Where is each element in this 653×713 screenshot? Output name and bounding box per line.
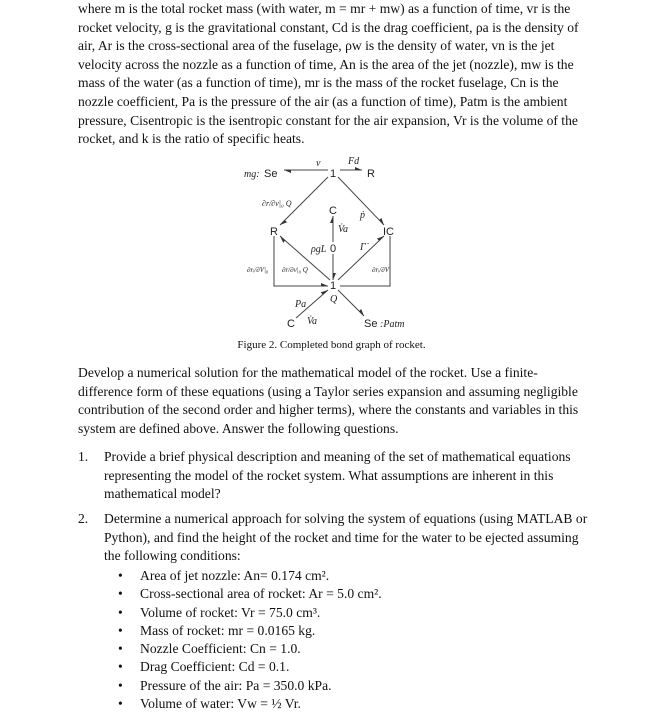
text-line: Determine a numerical approach for solving the system of equations (using MATLAB or — [104, 511, 588, 526]
c-top-node: C — [329, 205, 337, 217]
condition-text: Area of jet nozzle: An= 0.174 cm². — [140, 568, 330, 583]
v-label: v — [316, 158, 321, 169]
c-bottom-node: C — [287, 318, 295, 330]
bond-graph-figure — [0, 0, 653, 340]
text-line: mathematical model? — [104, 486, 221, 502]
r-left-node: R — [270, 226, 278, 238]
dr-q-top-label: ∂r/∂v|₀ Q — [262, 199, 292, 208]
text-line: rocket velocity, g is the gravitational constant, Cd is the drag coefficient, ρa is the density of — [78, 19, 579, 35]
text-line: Provide a brief physical description and meaning of the set of mathematical equations — [104, 449, 571, 464]
condition-text: Volume of water: Vw = ½ Vr. — [140, 696, 301, 712]
text-line: mass of the water (as a function of time), mr is the mass of the rocket fuselage, Cn is the — [78, 75, 559, 91]
condition-text: Drag Coefficient: Cd = 0.1. — [140, 659, 290, 675]
list-item — [118, 640, 382, 658]
bullet: • — [118, 586, 123, 602]
text-line: Develop a numerical solution for the mathematical model of the rocket. Use a finite- — [78, 365, 538, 380]
dr-right-label: ∂rᵢ/∂V — [372, 266, 389, 274]
condition-text: Pressure of the air: Pa = 350.0 kPa. — [140, 677, 332, 693]
ic-node: IC — [383, 226, 394, 238]
fd-label: Fd — [348, 156, 360, 167]
text-line: representing the model of the rocket system. What assumptions are inherent in this — [104, 467, 554, 483]
list-item — [118, 567, 382, 585]
q-label: Q — [330, 294, 338, 305]
condition-text: Mass of rocket: mr = 0.0165 kg. — [140, 622, 316, 638]
zero-junction: 0 — [330, 243, 337, 255]
question-number: 1. — [78, 449, 89, 464]
rho-gl-label: ρgL — [311, 244, 327, 255]
r-top-node: R — [367, 168, 375, 180]
dr-left-label: ∂rᵢ/∂V|₀ — [247, 266, 269, 274]
one-junction-top: 1 — [330, 168, 337, 180]
text-line: where m is the total rocket mass (with water, m = mr + mw) as a function of time, vr is the — [78, 1, 571, 16]
text-line: system are defined above. Answer the following questions. — [78, 420, 399, 436]
text-line: Python), and find the height of the rocket and time for the water to be ejected assuming — [104, 529, 579, 545]
conditions-list — [118, 567, 382, 713]
question-number: 2. — [78, 511, 89, 526]
dr-q-mid-label: ∂r/∂v|₀ Q — [282, 266, 308, 274]
bullet: • — [118, 696, 123, 712]
bullet: • — [118, 659, 123, 675]
bullet: • — [118, 641, 123, 657]
bullet: • — [118, 677, 123, 693]
list-item — [118, 677, 382, 695]
question-1 — [78, 448, 638, 504]
condition-text: Nozzle Coefficient: Cn = 1.0. — [140, 641, 301, 657]
gamma-dot-label: Γ̇ — [360, 242, 366, 253]
list-item — [118, 622, 382, 640]
list-item — [118, 658, 382, 676]
list-item — [118, 695, 382, 713]
condition-text: Cross-sectional area of rocket: Ar = 5.0 cm². — [140, 586, 382, 602]
text-line: nozzle coefficient, Pa is the pressure of the air (as a function of time), Patm is the ambient — [78, 93, 568, 109]
va-dot-top-label: V̇a — [338, 224, 348, 235]
question-2 — [78, 510, 638, 566]
develop-paragraph — [78, 364, 638, 438]
text-line: pressure, Cisentropic is the isentropic constant for the air expansion, Vr is the volume of the — [78, 112, 578, 128]
one-junction-bottom: 1 — [330, 280, 337, 292]
p-dot-label: ṗ — [360, 210, 365, 221]
pa-label: Pa — [295, 299, 307, 310]
bullet: • — [118, 622, 123, 638]
text-line: air, Ar is the cross-sectional area of the fuselage, ρw is the density of water, vn is the jet — [78, 38, 555, 54]
se-top-node: Se — [264, 168, 278, 180]
figure-caption: Figure 2. Completed bond graph of rocket. — [237, 339, 426, 351]
bullet: • — [118, 604, 123, 620]
mg-label: mg: — [244, 169, 260, 180]
condition-text: Volume of rocket: Vr = 75.0 cm³. — [140, 604, 321, 620]
text-line: rocket, and k is the ratio of specific heats. — [78, 131, 305, 147]
va-dot-bottom-label: V̇a — [307, 316, 317, 327]
list-item — [118, 585, 382, 603]
text-line: difference form of these equations (using a Taylor series expansion and assuming negligible — [78, 383, 578, 399]
text-line: the following conditions: — [104, 548, 241, 564]
list-item — [118, 604, 382, 622]
se-bottom-node: Se — [364, 318, 378, 330]
bullet: • — [118, 568, 123, 583]
patm-label: :Patm — [380, 319, 405, 330]
text-line: velocity across the nozzle as a function of time, An is the area of the jet (nozzle), mw is the — [78, 56, 574, 72]
text-line: contribution of the second order and higher terms), where the constants and variables in this — [78, 402, 579, 418]
